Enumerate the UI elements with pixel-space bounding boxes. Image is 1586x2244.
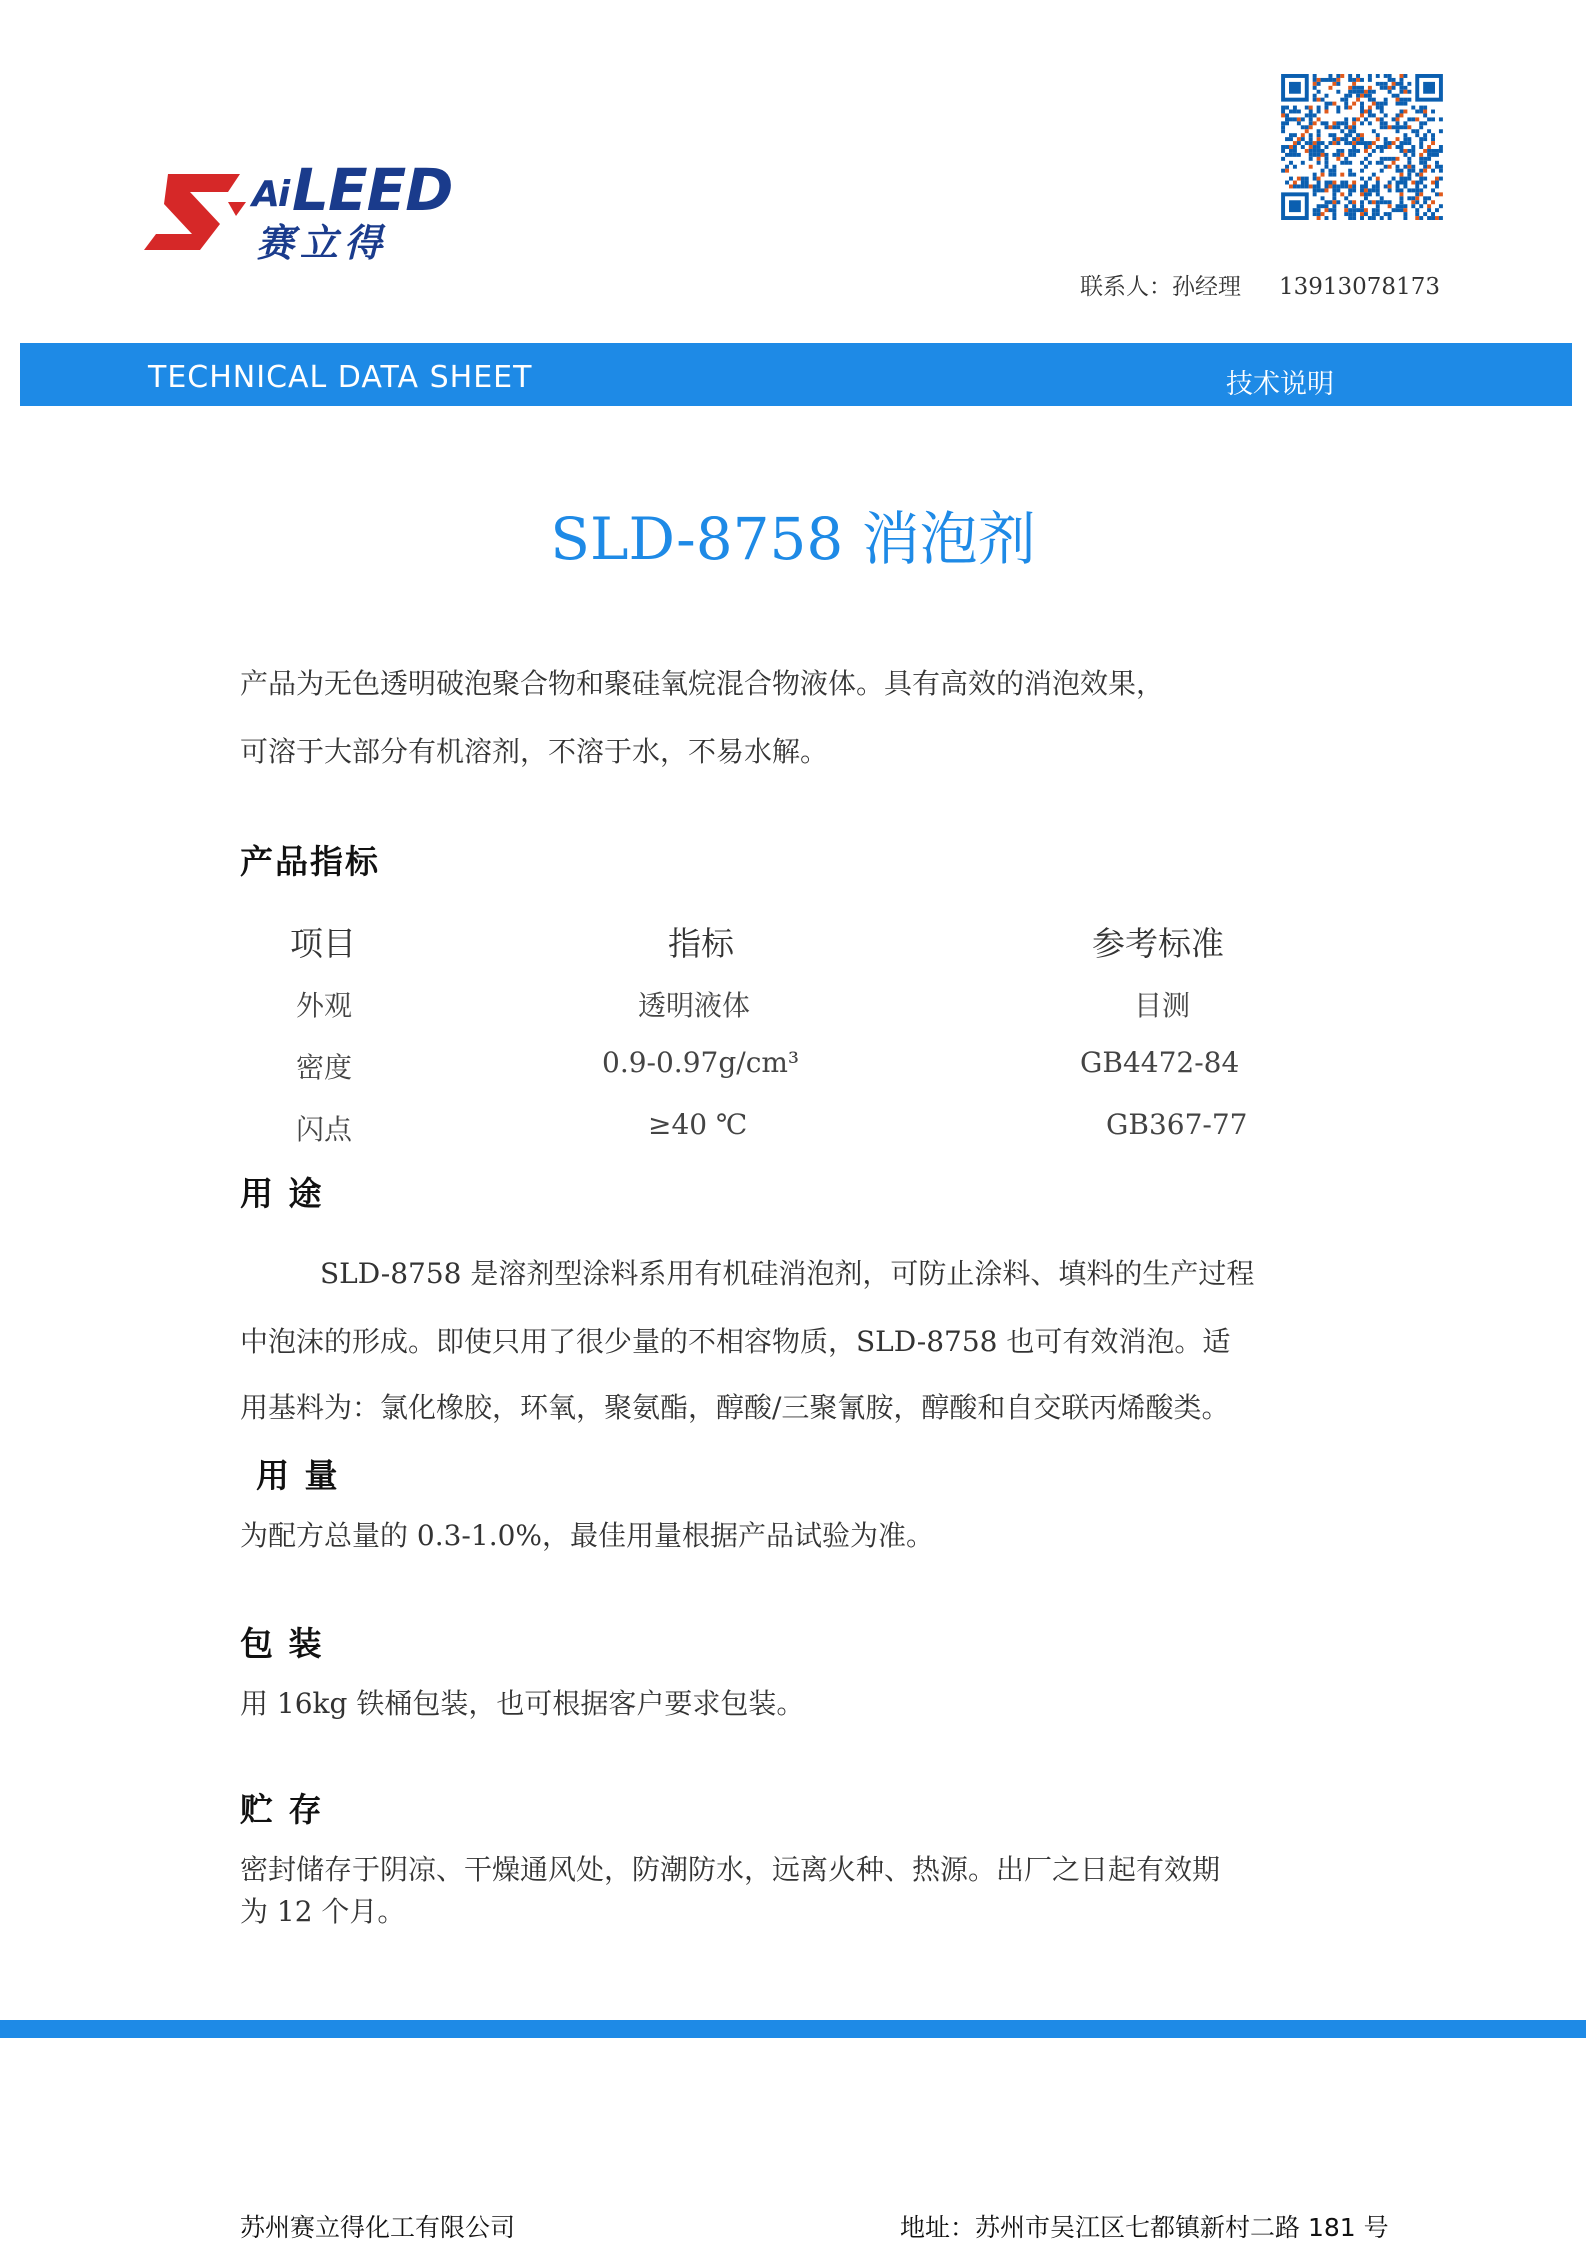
specs-row-2-standard: GB4472-84 bbox=[1080, 1046, 1240, 1079]
specs-row-3-value: ≥40 ℃ bbox=[648, 1108, 748, 1141]
footer-address: 地址：苏州市吴江区七都镇新村二路 181 号 bbox=[900, 2213, 1389, 2242]
header-title-en: TECHNICAL DATA SHEET bbox=[148, 360, 533, 395]
specs-row-2-item: 密度 bbox=[296, 1051, 353, 1084]
contact-phone: 13913078173 bbox=[1279, 274, 1440, 300]
usage-heading: 用 途 bbox=[240, 1174, 324, 1213]
contact-line bbox=[1080, 268, 1440, 301]
qr-code-icon bbox=[1280, 74, 1444, 220]
usage-line-3: 用基料为：氯化橡胶，环氧，聚氨酯，醇酸/三聚氰胺，醇酸和自交联丙烯酸类。 bbox=[240, 1391, 1230, 1424]
dosage-heading: 用 量 bbox=[256, 1456, 340, 1495]
logo-ai-text: Ai bbox=[252, 174, 289, 215]
intro-line-2: 可溶于大部分有机溶剂，不溶于水，不易水解。 bbox=[240, 735, 829, 768]
packaging-heading: 包 装 bbox=[240, 1624, 324, 1663]
document-title: SLD-8758 消泡剂 bbox=[550, 505, 1036, 573]
usage-line-2: 中泡沫的形成。即使只用了很少量的不相容物质，SLD-8758 也可有效消泡。适 bbox=[240, 1325, 1231, 1358]
specs-row-3-item: 闪点 bbox=[296, 1113, 353, 1146]
specs-row-1-standard: 目测 bbox=[1134, 989, 1191, 1022]
storage-heading: 贮 存 bbox=[240, 1790, 324, 1829]
packaging-text: 用 16kg 铁桶包装，也可根据客户要求包装。 bbox=[240, 1687, 805, 1720]
company-logo bbox=[140, 150, 480, 265]
usage-line-1: SLD-8758 是溶剂型涂料系用有机硅消泡剂，可防止涂料、填料的生产过程 bbox=[320, 1257, 1255, 1290]
specs-col-item: 项目 bbox=[290, 924, 356, 963]
dosage-text: 为配方总量的 0.3-1.0%，最佳用量根据产品试验为准。 bbox=[240, 1519, 935, 1552]
storage-line-1: 密封储存于阴凉、干燥通风处，防潮防水，远离火种、热源。出厂之日起有效期 bbox=[240, 1853, 1221, 1886]
logo-s-swoosh-icon bbox=[140, 162, 260, 257]
logo-chinese-text: 赛立得 bbox=[256, 221, 389, 265]
logo-leed-text: LEED bbox=[292, 156, 453, 224]
header-title-cn: 技术说明 bbox=[1226, 369, 1334, 400]
specs-col-value: 指标 bbox=[668, 924, 734, 963]
storage-line-2: 为 12 个月。 bbox=[240, 1895, 406, 1928]
specs-row-1-item: 外观 bbox=[296, 989, 353, 1022]
specs-row-1-value: 透明液体 bbox=[638, 989, 751, 1022]
contact-person: 联系人：孙经理 bbox=[1080, 274, 1241, 300]
intro-line-1: 产品为无色透明破泡聚合物和聚硅氧烷混合物液体。具有高效的消泡效果， bbox=[240, 667, 1165, 700]
specs-row-3-standard: GB367-77 bbox=[1106, 1108, 1248, 1141]
specs-row-2-value: 0.9-0.97g/cm³ bbox=[602, 1046, 800, 1079]
footer-bar bbox=[0, 2020, 1586, 2038]
specs-col-standard: 参考标准 bbox=[1092, 924, 1224, 963]
footer-company: 苏州赛立得化工有限公司 bbox=[240, 2213, 516, 2242]
specs-heading: 产品指标 bbox=[240, 842, 380, 881]
